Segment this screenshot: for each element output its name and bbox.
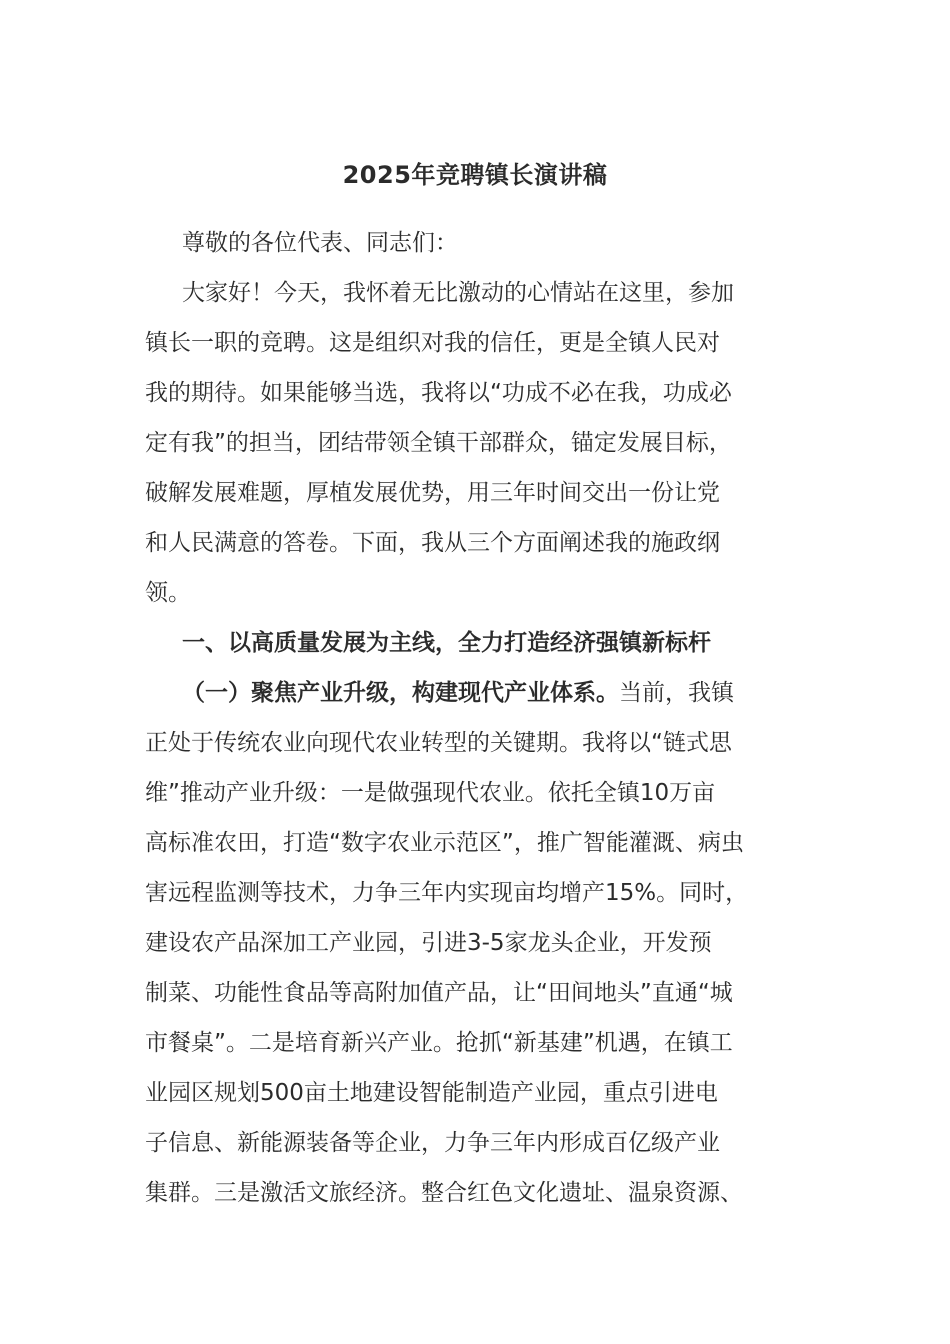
section-heading: 一、以高质量发展为主线，全力打造经济强镇新标杆: [182, 630, 711, 656]
paragraph-line: 领。: [145, 580, 191, 606]
paragraph-line: 业园区规划500亩土地建设智能制造产业园，重点引进电: [145, 1080, 718, 1106]
paragraph-line: 害远程监测等技术，力争三年内实现亩均增产15%。同时，: [145, 880, 749, 906]
paragraph-line: 和人民满意的答卷。下面，我从三个方面阐述我的施政纲: [145, 530, 720, 556]
paragraph-line: 我的期待。如果能够当选，我将以“功成不必在我，功成必: [145, 380, 732, 406]
paragraph-line: 子信息、新能源装备等企业，力争三年内形成百亿级产业: [145, 1130, 720, 1156]
paragraph-line: 定有我”的担当，团结带领全镇干部群众，锚定发展目标，: [145, 430, 732, 456]
paragraph-line: 大家好！今天，我怀着无比激动的心情站在这里，参加: [182, 280, 734, 306]
paragraph-line: 集群。三是激活文旅经济。整合红色文化遗址、温泉资源、: [145, 1180, 743, 1206]
salutation: 尊敬的各位代表、同志们：: [182, 230, 458, 256]
subsection-text: 当前，我镇: [619, 680, 734, 706]
paragraph-line: 建设农产品深加工产业园，引进3-5家龙头企业，开发预: [145, 930, 712, 956]
paragraph-line: 制菜、功能性食品等高附加值产品，让“田间地头”直通“城: [145, 980, 733, 1006]
paragraph-line: 维”推动产业升级：一是做强现代农业。依托全镇10万亩: [145, 780, 716, 806]
document-body: [145, 218, 805, 1218]
subsection-line: [145, 668, 805, 718]
paragraph-line: 高标准农田，打造“数字农业示范区”，推广智能灌溉、病虫: [145, 830, 744, 856]
paragraph-line: 镇长一职的竞聘。这是组织对我的信任，更是全镇人民对: [145, 330, 720, 356]
paragraph-line: 市餐桌”。二是培育新兴产业。抢抓“新基建”机遇，在镇工: [145, 1030, 733, 1056]
paragraph-line: 正处于传统农业向现代农业转型的关键期。我将以“链式思: [145, 730, 732, 756]
paragraph-line: 破解发展难题，厚植发展优势，用三年时间交出一份让党: [145, 480, 720, 506]
document-title: 2025年竞聘镇长演讲稿: [342, 161, 608, 189]
subsection-heading: （一）聚焦产业升级，构建现代产业体系。: [182, 680, 619, 706]
